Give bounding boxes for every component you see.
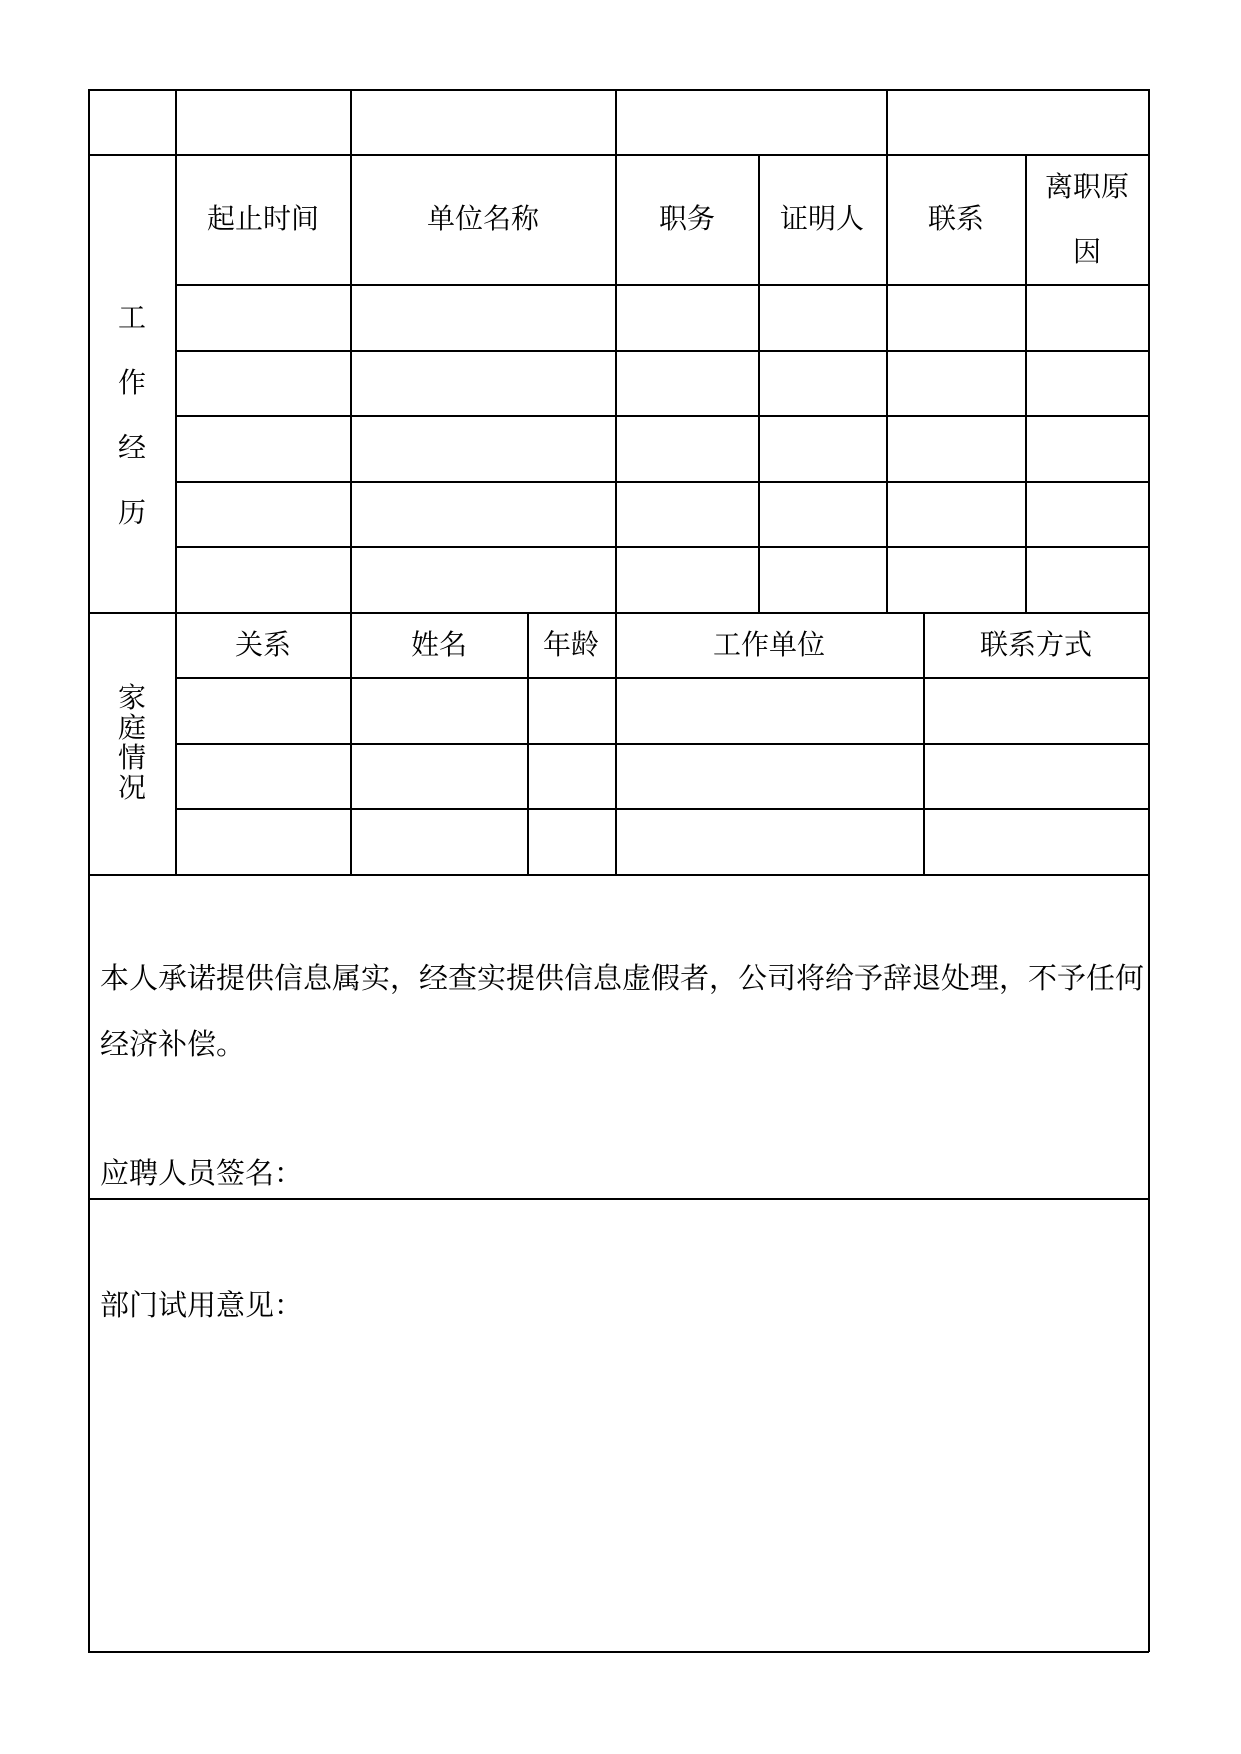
header-name: 姓名: [410, 628, 468, 661]
commitment-text-line1: 本人承诺提供信息属实，经查实提供信息虚假者，公司将给予辞退处理，不予任何: [100, 961, 1145, 995]
department-opinion-label: 部门试用意见：: [100, 1288, 304, 1322]
work-section-label: 工作经历: [117, 301, 146, 529]
commitment-text-line2: 经济补偿。: [100, 1027, 246, 1061]
header-relation: 关系: [234, 628, 292, 661]
col-line: [527, 612, 529, 875]
row-line: [176, 546, 1149, 548]
row-line: [88, 612, 1149, 614]
row-line: [88, 1198, 1149, 1200]
header-contact: 联系: [927, 202, 985, 235]
col-line: [758, 154, 760, 613]
col-line: [615, 89, 617, 875]
signature-label: 应聘人员签名：: [100, 1156, 304, 1190]
header-company: 单位名称: [426, 202, 540, 235]
header-position: 职务: [658, 202, 716, 235]
header-family-contact: 联系方式: [979, 628, 1093, 661]
table-bottom-border: [88, 1651, 1149, 1653]
row-line: [176, 284, 1149, 286]
table-right-border: [1148, 89, 1150, 1652]
header-age: 年龄: [542, 628, 600, 661]
table-top-border: [88, 89, 1149, 91]
row-line: [88, 154, 1149, 156]
header-leave-reason: 离职原因: [1044, 170, 1129, 268]
col-line: [1025, 154, 1027, 613]
row-line: [176, 350, 1149, 352]
row-line: [176, 481, 1149, 483]
header-period: 起止时间: [206, 202, 320, 235]
family-section-label: 家庭情况: [117, 681, 146, 804]
col-line: [175, 89, 177, 875]
col-line: [923, 612, 925, 875]
table-left-border: [88, 89, 90, 1652]
row-line: [176, 415, 1149, 417]
row-line: [88, 874, 1149, 876]
row-line: [176, 808, 1149, 810]
row-line: [176, 743, 1149, 745]
header-reference: 证明人: [779, 202, 865, 235]
header-employer: 工作单位: [712, 628, 826, 661]
col-line: [886, 89, 888, 613]
col-line: [350, 89, 352, 875]
row-line: [176, 677, 1149, 679]
